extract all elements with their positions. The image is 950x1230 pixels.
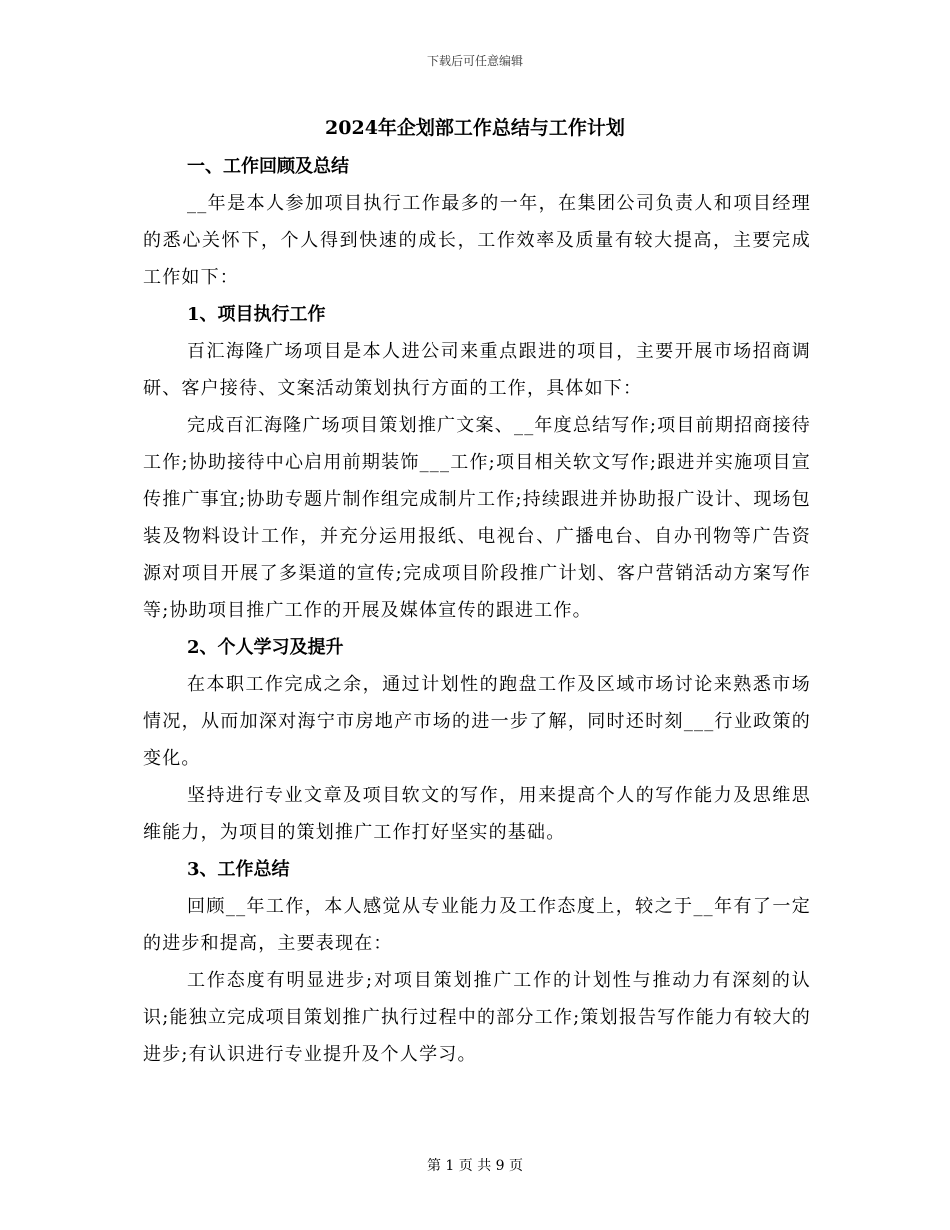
document-body (143, 148, 811, 1073)
paragraph: 工作态度有明显进步;对项目策划推广工作的计划性与推动力有深刻的认识;能独立完成项目策划推广执行过程中的部分工作;策划报告写作能力有较大的进步;有认识进行专业提升及个人学习。 (143, 970, 811, 1065)
subheading-project-execution: 1、项目执行工作 (187, 304, 326, 325)
document-title: 2024年企划部工作总结与工作计划 (325, 117, 625, 139)
intro-paragraph: __年是本人参加项目执行工作最多的一年，在集团公司负责人和项目经理的悉心关怀下，个人得到快速的成长，工作效率及质量有较大提高，主要完成工作如下： (143, 193, 811, 288)
header-note: 下载后可任意编辑 (426, 54, 523, 68)
subheading-personal-learning: 2、个人学习及提升 (187, 637, 344, 658)
paragraph: 回顾__年工作，本人感觉从专业能力及工作态度上，较之于__年有了一定的进步和提高，主要表现在： (143, 896, 811, 954)
paragraph: 坚持进行专业文章及项目软文的写作，用来提高个人的写作能力及思维思维能力，为项目的策划推广工作打好坚实的基础。 (143, 785, 811, 843)
subheading-work-summary: 3、工作总结 (187, 859, 290, 880)
paragraph: 百汇海隆广场项目是本人进公司来重点跟进的项目，主要开展市场招商调研、客户接待、文案活动策划执行方面的工作，具体如下： (143, 341, 811, 399)
paragraph: 完成百汇海隆广场项目策划推广文案、__年度总结写作;项目前期招商接待工作;协助接待中心启用前期装饰___工作;项目相关软文写作;跟进并实施项目宣传推广事宜;协助专题片制作组完成制片工作;持续跟进并协助报广设计、现场包装及物料设计工作，并充分运用报纸、电视台、广播电台、自办刊物等广告资源对项目开展了多渠道的宣传;完成项目阶段推广计划、客户营销活动方案写作等;协助项目推广工作的开展及媒体宣传的跟进工作。 (143, 415, 811, 621)
page-number: 第 1 页 共 9 页 (426, 1158, 524, 1174)
paragraph: 在本职工作完成之余，通过计划性的跑盘工作及区域市场讨论来熟悉市场情况，从而加深对海宁市房地产市场的进一步了解，同时还时刻___行业政策的变化。 (143, 674, 811, 769)
section-heading: 一、工作回顾及总结 (187, 156, 349, 177)
